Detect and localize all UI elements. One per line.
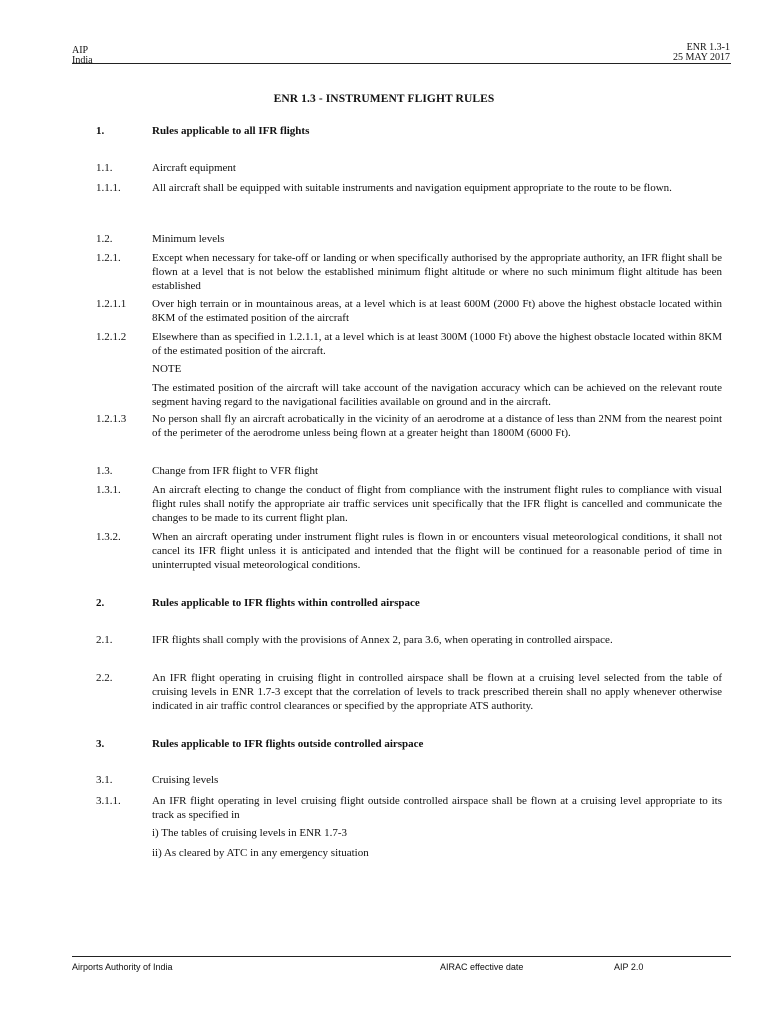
paragraph-text: No person shall fly an aircraft acrobatically in the vicinity of an aerodrome at a distance of less than 2NM from the nearest point of the perimeter of the aerodrome unless being flown at a greater height than 1800M (6000 Ft). xyxy=(152,413,722,439)
paragraph-text: Minimum levels xyxy=(152,233,225,245)
section-number: 3. xyxy=(96,738,105,750)
list-item-text: i) The tables of cruising levels in ENR 1.7-3 xyxy=(152,827,348,839)
section-text: Rules applicable to IFR flights within controlled airspace xyxy=(152,597,420,609)
paragraph-number: 1.1.1. xyxy=(96,182,121,194)
paragraph-text: An IFR flight operating in cruising flight in controlled airspace shall be flown at a cruising level selected from the table of cruising levels in ENR 1.7-3 except that the correlation of levels to track prescribed therein shall no apply whenever otherwise indicated in air traffic control clearances or specified by the appropriate ATS authority. xyxy=(152,672,722,712)
paragraph-number: 1.3. xyxy=(96,465,113,477)
paragraph-text: An IFR flight operating in level cruising flight outside controlled airspace shall be flown at a cruising level appropriate to its track as specified in xyxy=(152,795,722,821)
paragraph-text: An aircraft electing to change the conduct of flight from compliance with the instrument flight rules to compliance with visual flight rules shall notify the appropriate air traffic services unit specifically that the IFR flight is cancelled and communicate the changes to be made to its current flight plan. xyxy=(152,484,722,524)
header-page-ref: ENR 1.3-1 xyxy=(686,42,730,53)
paragraph-text: Over high terrain or in mountainous areas, at a level which is at least 600M (2000 Ft) above the highest obstacle located within 8KM of the estimated position of the aircraft xyxy=(152,298,722,324)
paragraph-text: Change from IFR flight to VFR flight xyxy=(152,465,319,477)
list-item-text: ii) As cleared by ATC in any emergency situation xyxy=(152,847,369,859)
section-number: 2. xyxy=(96,597,105,609)
paragraph-text: Aircraft equipment xyxy=(152,162,236,174)
paragraph-number: 1.1. xyxy=(96,162,113,174)
paragraph-number: 1.2.1. xyxy=(96,252,121,264)
header-right xyxy=(673,43,730,63)
paragraph-number: 3.1.1. xyxy=(96,795,121,807)
paragraph-text: Except when necessary for take-off or landing or when specifically authorised by the appropriate authority, an IFR flight shall be flown at a level that is not below the established minimum flight altitude or where no such minimum flight altitude has been established xyxy=(152,252,722,292)
paragraph-number: 1.2.1.2 xyxy=(96,331,127,343)
header-country-label: India xyxy=(72,55,93,66)
paragraph-number: 1.3.2. xyxy=(96,531,121,543)
paragraph-text: The estimated position of the aircraft will take account of the navigation accuracy which can be achieved on the relevant route segment having regard to the navigational facilities available on ground and in the aircraft. xyxy=(152,382,722,408)
paragraph-number: 1.2.1.1 xyxy=(96,298,127,310)
section-number: 1. xyxy=(96,125,105,137)
paragraph-number: 2.2. xyxy=(96,672,113,684)
paragraph-number: 1.2. xyxy=(96,233,113,245)
paragraph-text: Elsewhere than as specified in 1.2.1.1, at a level which is at least 300M (1000 Ft) above the highest obstacle located within 8KM of the estimated position of the aircraft. xyxy=(152,331,722,357)
header-rule xyxy=(72,63,731,64)
paragraph-text: All aircraft shall be equipped with suitable instruments and navigation equipment appropriate to the route to be flown. xyxy=(152,182,672,194)
footer-airac-date: AIRAC effective date xyxy=(440,962,524,972)
footer-rule xyxy=(72,956,731,957)
paragraph-number: 2.1. xyxy=(96,634,113,646)
header-aip-label: AIP xyxy=(72,45,89,56)
section-text: Rules applicable to all IFR flights xyxy=(152,125,310,137)
paragraph-text: IFR flights shall comply with the provisions of Annex 2, para 3.6, when operating in controlled airspace. xyxy=(152,634,613,646)
page-title: ENR 1.3 - INSTRUMENT FLIGHT RULES xyxy=(273,93,495,105)
footer-version: AIP 2.0 xyxy=(614,962,644,972)
paragraph-text: When an aircraft operating under instrument flight rules is flown in or encounters visual meteorological conditions, it shall not cancel its IFR flight unless it is anticipated and intended that the flight will be continued for a reasonable period of time in uninterrupted visual meteorological conditions. xyxy=(152,531,722,571)
note-label: NOTE xyxy=(152,363,182,375)
section-text: Rules applicable to IFR flights outside controlled airspace xyxy=(152,738,424,750)
paragraph-number: 1.2.1.3 xyxy=(96,413,127,425)
paragraph-text: Cruising levels xyxy=(152,774,219,786)
footer-publisher: Airports Authority of India xyxy=(72,962,173,972)
paragraph-number: 1.3.1. xyxy=(96,484,121,496)
paragraph-number: 3.1. xyxy=(96,774,113,786)
header-date: 25 MAY 2017 xyxy=(672,52,730,63)
